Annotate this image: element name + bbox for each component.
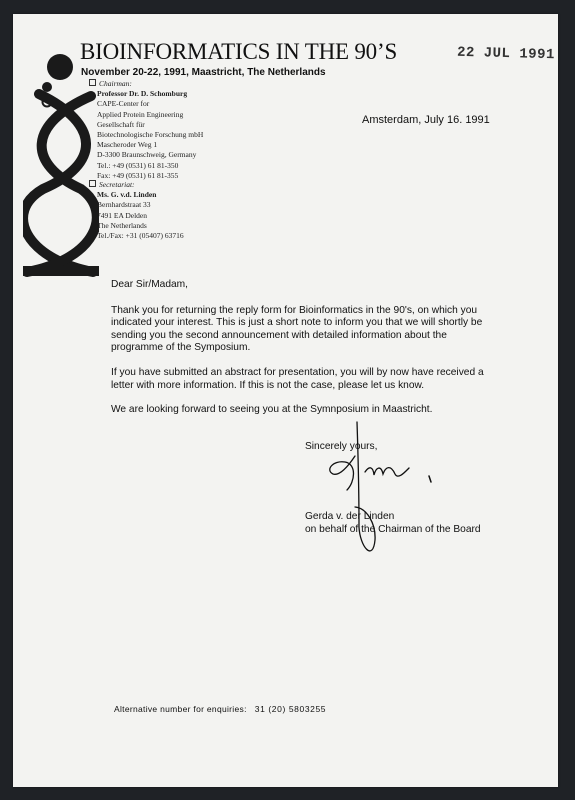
enquiries-number: 31 (20) 5803255 [254, 704, 327, 714]
secretariat-name: Ms. G. v.d. Linden [97, 190, 157, 200]
body-paragraph: We are looking forward to seeing you at the Symnposium in Maastricht. [111, 404, 433, 416]
conference-emblem-logo [23, 54, 99, 286]
secretariat-role-label: Secretariat: [99, 180, 135, 189]
checkbox-icon [89, 79, 96, 86]
chairman-phone: Tel.: +49 (0531) 61 81-350 [97, 160, 179, 170]
letter-body [111, 279, 491, 429]
chairman-address-line: Mascheroder Weg 1 [97, 140, 158, 150]
chairman-address-line: Applied Protein Engineering [97, 109, 184, 119]
secretariat-address-line: Bernhardstraat 33 [97, 200, 151, 210]
signer-name: Gerda v. der Linden [305, 511, 395, 522]
letter-place-date: Amsterdam, July 16. 1991 [362, 114, 490, 126]
chairman-contact-block [89, 79, 203, 181]
closing-line: Sincerely yours, [305, 441, 378, 452]
secretariat-phone-fax: Tel./Fax: +31 (05407) 63716 [97, 231, 184, 241]
chairman-address-line: CAPE-Center for [97, 99, 150, 109]
checkbox-icon [89, 180, 96, 187]
secretariat-address-line: 7491 EA Delden [97, 210, 147, 220]
body-paragraph: If you have submitted an abstract for presentation, you will by now have received a letter with more information. If this is not the case, please let us know. [111, 366, 484, 391]
received-date-stamp: 22 JUL 1991 [456, 44, 556, 64]
signer-block [305, 510, 481, 536]
secretariat-address-line: The Netherlands [97, 220, 147, 230]
signer-role: on behalf of the Chairman of the Board [305, 524, 481, 535]
enquiries-label: Alternative number for enquiries: [114, 704, 247, 714]
letter-page [13, 14, 558, 787]
salutation: Dear Sir/Madam, [111, 279, 188, 290]
chairman-address-line: Gesellschaft für [97, 119, 145, 129]
secretariat-contact-block [89, 180, 184, 241]
handwritten-signature [303, 412, 438, 562]
body-paragraph: Thank you for returning the reply form for Bioinformatics in the 90's, on which you indicated your interest. This is just a short note to inform you that we will shortly be sending you the second announcement with detailed information about the programme of the Symposium. [111, 304, 483, 354]
footer-enquiries [114, 704, 326, 714]
letterhead-title: BIOINFORMATICS IN THE 90’S [80, 39, 398, 64]
chairman-name: Professor Dr. D. Schomburg [97, 89, 188, 99]
chairman-address-line: D-3300 Braunschweig, Germany [97, 150, 197, 160]
letterhead-dates: November 20-22, 1991, Maastricht, The Netherlands [81, 67, 326, 78]
chairman-role-label: Chairman: [99, 79, 132, 88]
chairman-address-line: Biotechnologische Forschung mbH [97, 130, 204, 140]
chairman-fax: Fax: +49 (0531) 61 81-355 [97, 170, 179, 180]
